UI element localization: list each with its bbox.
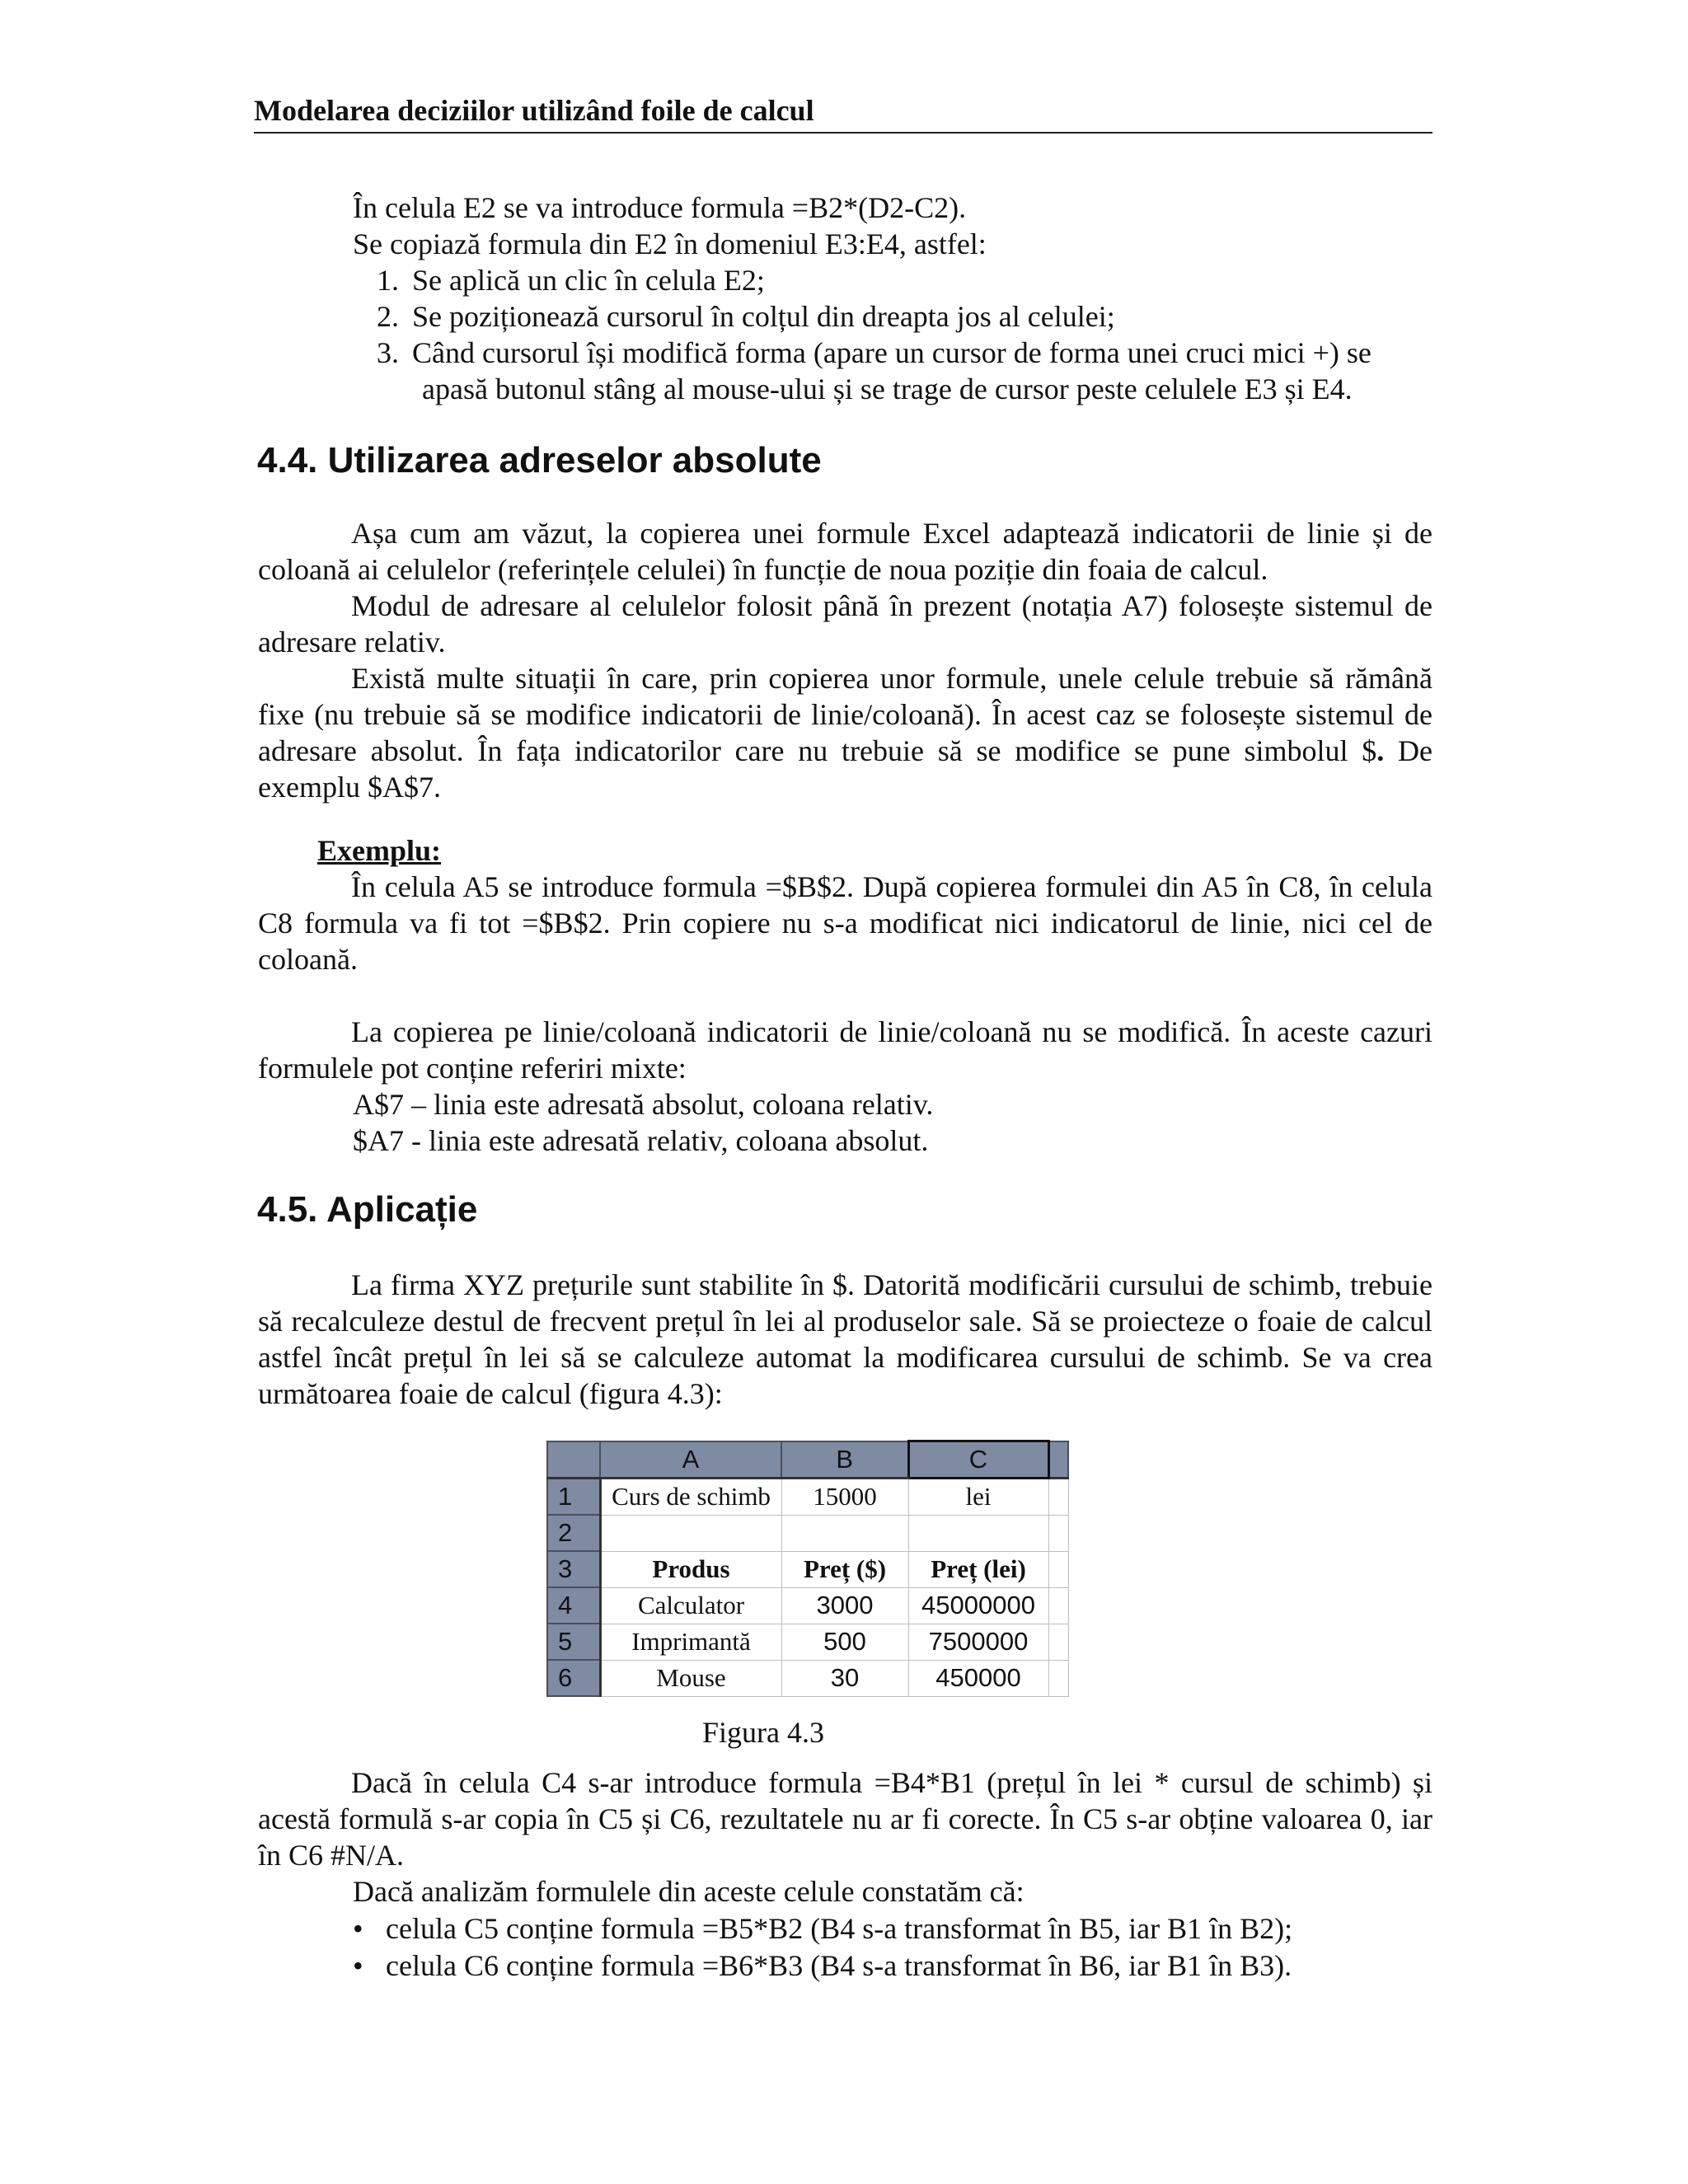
cell-c6[interactable]: 450000	[908, 1660, 1048, 1696]
column-header-b[interactable]: B	[781, 1441, 908, 1479]
cell-d5[interactable]	[1048, 1624, 1068, 1660]
spreadsheet-figure	[546, 1440, 1069, 1697]
cell-a1[interactable]: Curs de schimb	[600, 1479, 781, 1516]
paragraph-relative-addressing: Modul de adresare al celulelor folosit până în prezent (notația A7) folosește sistemul de adresare relativ.	[258, 589, 1432, 658]
spreadsheet-row	[547, 1479, 1068, 1516]
cell-c1[interactable]: lei	[908, 1479, 1048, 1516]
figure-caption: Figura 4.3	[702, 1716, 824, 1749]
cell-d3[interactable]	[1048, 1551, 1068, 1587]
step-number: 3.	[377, 336, 399, 369]
step-1	[353, 262, 765, 298]
cell-d2[interactable]	[1048, 1515, 1068, 1551]
step-number: 1.	[377, 264, 399, 297]
step-3	[353, 335, 1372, 371]
cell-d1[interactable]	[1048, 1479, 1068, 1516]
spreadsheet-row	[547, 1515, 1068, 1551]
step-2	[353, 298, 1115, 335]
spreadsheet-row	[547, 1660, 1068, 1696]
bullet-item: • celula C5 conține formula =B5*B2 (B4 s-a transformat în B5, iar B1 în B2);	[353, 1912, 1293, 1945]
cell-a2[interactable]	[600, 1515, 781, 1551]
cell-a4[interactable]: Calculator	[600, 1587, 781, 1624]
section-heading-4-4: 4.4. Utilizarea adreselor absolute	[257, 440, 822, 480]
cell-a3[interactable]: Produs	[600, 1551, 781, 1587]
cell-b1[interactable]: 15000	[781, 1479, 908, 1516]
cell-a5[interactable]: Imprimantă	[600, 1624, 781, 1660]
step-text: Când cursorul își modifică forma (apare un cursor de forma unei cruci mici +) se	[412, 336, 1372, 369]
column-header-d-partial	[1048, 1441, 1068, 1479]
mixed-reference-1: A$7 – linia este adresată absolut, coloana relativ.	[353, 1088, 934, 1121]
paragraph-analysis: Dacă analizăm formulele din aceste celule constatăm că:	[353, 1875, 1025, 1908]
paragraph-absolute-addressing: Există multe situații în care, prin copierea unor formule, unele celule trebuie să rămână fixe (nu trebuie să se modifice indicatorii de linie/coloană). În acest caz se folosește sistemul de adresare absolut. În fața indicatorilor care nu trebuie să se modifice se pune simbolul $. De exemplu $A$7.	[258, 662, 1432, 804]
step-text: Se aplică un clic în celula E2;	[412, 264, 765, 297]
row-header[interactable]: 2	[547, 1515, 600, 1551]
paragraph-incorrect-results: Dacă în celula C4 s-ar introduce formula =B4*B1 (prețul în lei * cursul de schimb) și acestă formulă s-ar copia în C5 și C6, rezultatele nu ar fi corecte. În C5 s-ar obține valoarea 0, iar în C6 #N/A.	[258, 1766, 1432, 1872]
bullet-icon: •	[353, 1912, 363, 1945]
cell-b4[interactable]: 3000	[781, 1587, 908, 1624]
paragraph-example: În celula A5 se introduce formula =$B$2. După copierea formulei din A5 în C8, în celula C8 formula va fi tot =$B$2. Prin copiere nu s-a modificat nici indicatorul de linie, nici cel de coloană.	[258, 870, 1432, 976]
column-header-c[interactable]: C	[908, 1441, 1048, 1479]
example-label: Exemplu:	[317, 834, 442, 867]
cell-a6[interactable]: Mouse	[600, 1660, 781, 1696]
cell-d4[interactable]	[1048, 1587, 1068, 1624]
row-header[interactable]: 6	[547, 1660, 600, 1696]
row-header[interactable]: 4	[547, 1587, 600, 1624]
select-all-corner[interactable]	[547, 1441, 600, 1479]
step-text: Se poziționează cursorul în colțul din dreapta jos al celulei;	[412, 300, 1115, 333]
cell-c5[interactable]: 7500000	[908, 1624, 1048, 1660]
cell-d6[interactable]	[1048, 1660, 1068, 1696]
cell-b2[interactable]	[781, 1515, 908, 1551]
paragraph-application: La firma XYZ prețurile sunt stabilite în $. Datorită modificării cursului de schimb, trebuie să recalculeze destul de frecvent prețul în lei al produselor sale. Să se proiecteze o foaie de calcul astfel încât prețul în lei să se calculeze automat la modificarea cursului de schimb. Se va crea următoarea foaie de calcul (figura 4.3):	[258, 1268, 1432, 1410]
cell-c4[interactable]: 45000000	[908, 1587, 1048, 1624]
row-header[interactable]: 1	[547, 1479, 600, 1516]
spreadsheet-column-headers	[547, 1441, 1068, 1479]
paragraph-relative-copy: Așa cum am văzut, la copierea unei formule Excel adaptează indicatorii de linie și de coloană ai celulelor (referințele celulei) în funcție de noua poziție din foaia de calcul.	[258, 517, 1432, 586]
intro-line-2: Se copiază formula din E2 în domeniul E3:E4, astfel:	[353, 227, 987, 260]
step-3-continuation: apasă butonul stâng al mouse-ului și se trage de cursor peste celulele E3 și E4.	[422, 373, 1353, 405]
cell-c3[interactable]: Preț (lei)	[908, 1551, 1048, 1587]
cell-b5[interactable]: 500	[781, 1624, 908, 1660]
bullet-item: • celula C6 conține formula =B6*B3 (B4 s-a transformat în B6, iar B1 în B3).	[353, 1949, 1292, 1982]
cell-b3[interactable]: Preț ($)	[781, 1551, 908, 1587]
paragraph-mixed-references: La copierea pe linie/coloană indicatorii de linie/coloană nu se modifică. În aceste cazuri formulele pot conține referiri mixte:	[258, 1015, 1432, 1085]
column-header-a[interactable]: A	[600, 1441, 781, 1479]
page-header: Modelarea deciziilor utilizând foile de calcul	[254, 92, 1432, 134]
section-heading-4-5: 4.5. Aplicație	[257, 1189, 478, 1230]
cell-c2[interactable]	[908, 1515, 1048, 1551]
row-header[interactable]: 3	[547, 1551, 600, 1587]
spreadsheet-row	[547, 1551, 1068, 1587]
mixed-reference-2: $A7 - linia este adresată relativ, coloana absolut.	[353, 1124, 929, 1157]
intro-line-1: În celula E2 se va introduce formula =B2*(D2-C2).	[353, 191, 967, 224]
row-header[interactable]: 5	[547, 1624, 600, 1660]
spreadsheet-row	[547, 1587, 1068, 1624]
step-number: 2.	[377, 300, 399, 333]
spreadsheet-row	[547, 1624, 1068, 1660]
bullet-icon: •	[353, 1949, 363, 1982]
cell-b6[interactable]: 30	[781, 1660, 908, 1696]
